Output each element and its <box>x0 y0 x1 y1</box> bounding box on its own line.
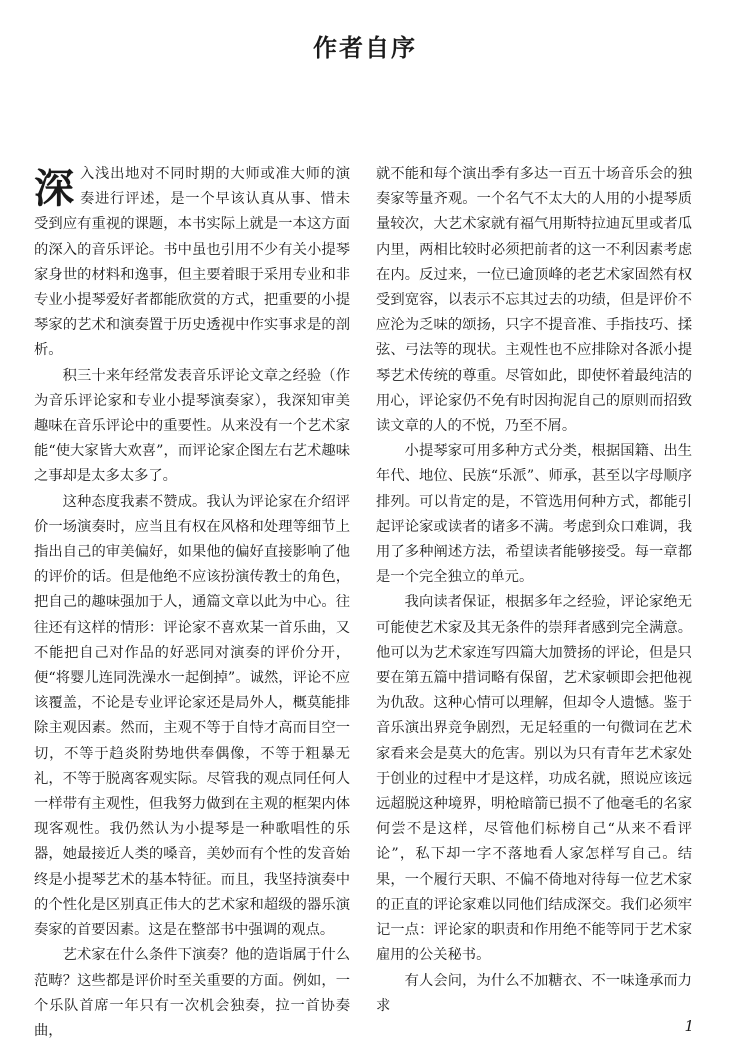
paragraph: 有人会问，为什么不加糖衣、不一味逢承而力求 <box>376 972 692 1014</box>
paragraph: 就不能和每个演出季有多达一百五十场音乐会的独奏家等量齐观。一个名气不太大的人用的小提琴质量较次，大艺术家就有福气用斯特拉迪瓦里或者瓜内里，两相比较时必须把前者的这一不利因素考虑在内。反过来，一位已逾顶峰的老艺术家固然有权受到宽容，以表示不忘其过去的功绩，但是评价不应沦为乏味的颂扬，只字不提音准、手指技巧、揉弦、弓法等的现状。主观性也不应排除对各派小提琴艺术传统的尊重。尽管如此，即使怀着最纯洁的用心，评论家仍不免有时因拘泥自己的原则而招致读文章的人的不悦，乃至不屑。 <box>376 166 692 435</box>
paragraph-text: 入浅出地对不同时期的大师或准大师的演奏进行评述，是一个早该认真从事、惜未受到应有重视的课题，本书实际上就是一本这方面的深入的音乐评论。书中虽也引用不少有关小提琴家身世的材料和逸事，但主要着眼于采用专业和非专业小提琴爱好者都能欣赏的方式，把重要的小提琴家的艺术和演奏置于历史透视中作实事求是的剖析。 <box>34 166 350 359</box>
paragraph <box>34 162 350 364</box>
page-number: 1 <box>684 1017 694 1035</box>
paragraph: 小提琴家可用多种方式分类，根据国籍、出生年代、地位、民族“乐派”、师承，甚至以字母顺序排列。可以肯定的是，不管选用何种方式，都能引起评论家或读者的诸多不满。考虑到众口难调，我用了多种阐述方法，希望读者能够接受。每一章都是一个完全独立的单元。 <box>376 443 692 586</box>
paragraph: 这种态度我素不赞成。我认为评论家在介绍评价一场演奏时，应当且有权在风格和处理等细节上指出自己的审美偏好，如果他的偏好直接影响了他的评价的话。但是他绝不应该扮演传教士的角色，把自己的趣味强加于人，通篇文章以此为中心。往往还有这样的情形：评论家不喜欢某一首乐曲，又不能把自己对作品的好恶同对演奏的评价分开，便“将婴儿连同洗澡水一起倒掉”。诚然，评论不应该覆盖，不论是专业评论家还是局外人，概莫能排除主观因素。然而，主观不等于自恃才高而目空一切，不等于趋炎附势地供奉偶像，不等于粗暴无礼，不等于脱离客观实际。尽管我的观点同任何人一样带有主观性，但我努力做到在主观的框架内体现客观性。我仍然认为小提琴是一种歌唱性的乐器，她最接近人类的嗓音，美妙而有个性的发音始终是小提琴艺术的基本特征。而且，我坚持演奏中的个性化是区别真正伟大的艺术家和超级的器乐演奏家的首要因素。这是在整部书中强调的观点。 <box>34 493 350 939</box>
page-title: 作者自序 <box>313 34 417 62</box>
paragraph: 我向读者保证，根据多年之经验，评论家绝无可能使艺术家及其无条件的崇拜者感到完全满意。他可以为艺术家连写四篇大加赞扬的评论，但是只要在第五篇中措词略有保留，艺术家顿即会把他视为仇敌。这种心情可以理解，但却令人遗憾。鉴于音乐演出界竞争剧烈，无足轻重的一句微词在艺术家看来会是莫大的危害。别以为只有青年艺术家处于创业的过程中才是这样，功成名就，照说应该远远超脱这种境界，明枪暗箭已损不了他毫毛的名家何尝不是这样，尽管他们标榜自己“从来不看评论”，私下却一字不落地看人家怎样写自己。结果，一个履行天职、不偏不倚地对待每一位艺术家的正直的评论家难以同他们结成深交。我们必须牢记一点：评论家的职责和作用绝不能等同于艺术家雇用的公关秘书。 <box>376 594 692 964</box>
paragraph: 积三十来年经常发表音乐评论文章之经验（作为音乐评论家和专业小提琴演奏家），我深知审美趣味在音乐评论中的重要性。从来没有一个艺术家能“使大家皆大欢喜”，而评论家企图左右艺术趣味之事却是太多太多了。 <box>34 367 350 485</box>
left-column <box>34 162 350 1044</box>
drop-cap: 深 <box>34 166 74 212</box>
right-column <box>376 162 692 1019</box>
paragraph: 艺术家在什么条件下演奏？他的造诣属于什么范畴？这些都是评价时至关重要的方面。例如，一个乐队首席一年只有一次机会独奏，拉一首协奏曲， <box>34 947 350 1039</box>
